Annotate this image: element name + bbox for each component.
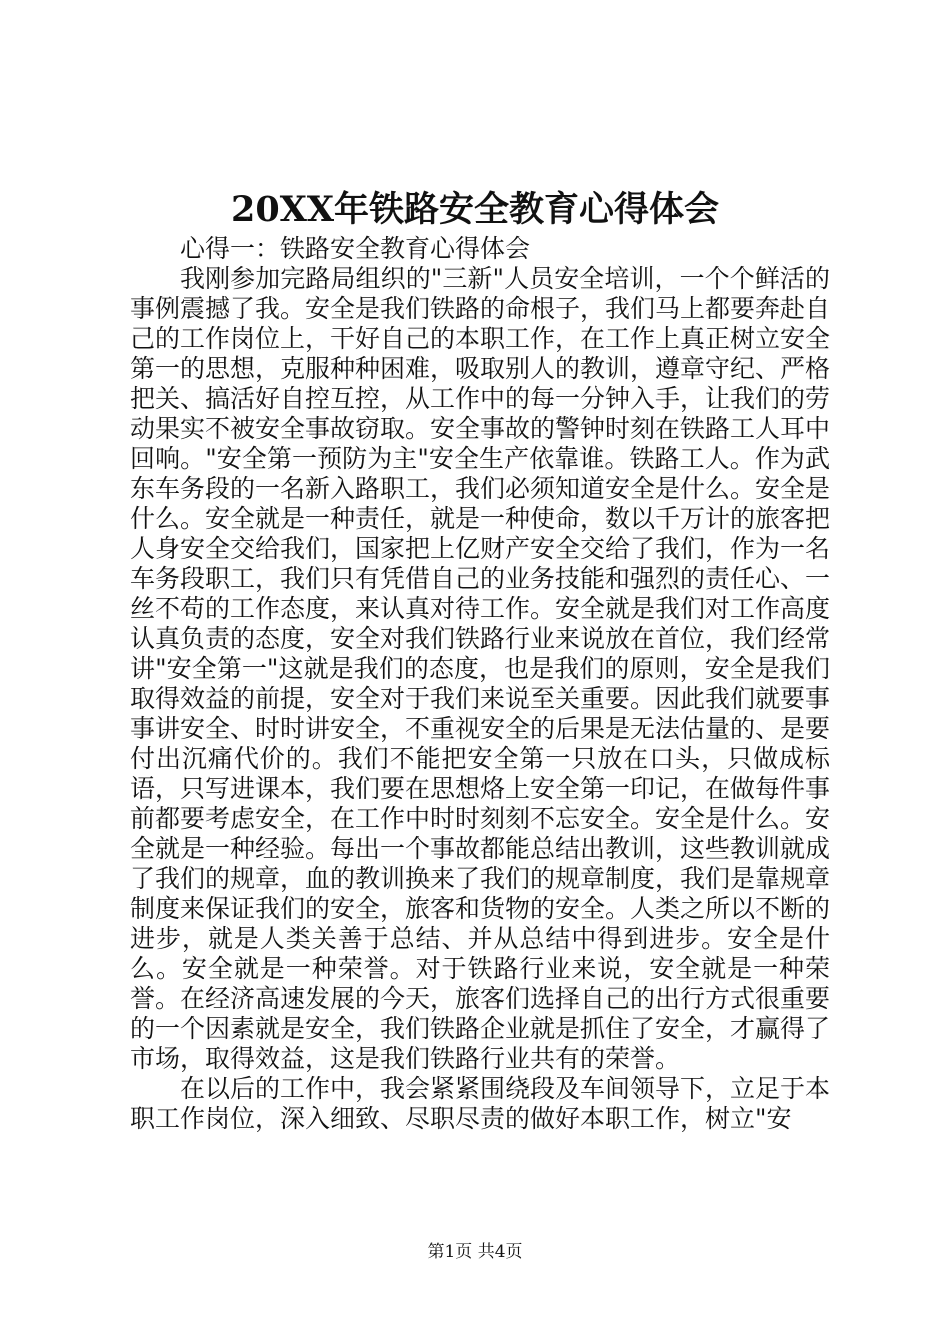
body-paragraph-1: 我刚参加完路局组织的"三新"人员安全培训，一个个鲜活的事例震撼了我。安全是我们铁路的命根子，我们马上都要奔赴自己的工作岗位上，干好自己的本职工作，在工作上真正树立安全第一的思想，克服种种困难，吸取别人的教训，遵章守纪、严格把关、搞活好自控互控，从工作中的每一分钟入手，让我们的劳动果实不被安全事故窃取。安全事故的警钟时刻在铁路工人耳中回响。"安全第一预防为主"安全生产依靠谁。铁路工人。作为武东车务段的一名新入路职工，我们必须知道安全是什么。安全是什么。安全就是一种责任，就是一种使命，数以千万计的旅客把人身安全交给我们，国家把上亿财产安全交给了我们，作为一名车务段职工，我们只有凭借自己的业务技能和强烈的责任心、一丝不苟的工作态度，来认真对待工作。安全就是我们对工作高度认真负责的态度，安全对我们铁路行业来说放在首位，我们经常讲"安全第一"这就是我们的态度，也是我们的原则，安全是我们取得效益的前提，安全对于我们来说至关重要。因此我们就要事事讲安全、时时讲安全，不重视安全的后果是无法估量的、是要付出沉痛代价的。我们不能把安全第一只放在口头，只做成标语，只写进课本，我们要在思想烙上安全第一印记，在做每件事前都要考虑安全，在工作中时时刻刻不忘安全。安全是什么。安全就是一种经验。每出一个事故都能总结出教训，这些教训就成了我们的规章，血的教训换来了我们的规章制度，我们是靠规章制度来保证我们的安全，旅客和货物的安全。人类之所以不断的进步，就是人类关善于总结、并从总结中得到进步。安全是什么。安全就是一种荣誉。对于铁路行业来说，安全就是一种荣誉。在经济高速发展的今天，旅客们选择自己的出行方式很重要的一个因素就是安全，我们铁路企业就是抓住了安全，才赢得了市场，取得效益，这是我们铁路行业共有的荣誉。 [130, 264, 831, 1073]
body-paragraph-2: 在以后的工作中，我会紧紧围绕段及车间领导下，立足于本职工作岗位，深入细致、尽职尽责的做好本职工作，树立"安 [130, 1074, 831, 1133]
section-subheading: 心得一：铁路安全教育心得体会 [180, 234, 531, 263]
page-number-footer: 第1页 共4页 [427, 1242, 523, 1262]
document-body [130, 234, 830, 1134]
document-title: 20XX年铁路安全教育心得体会 [230, 189, 720, 230]
